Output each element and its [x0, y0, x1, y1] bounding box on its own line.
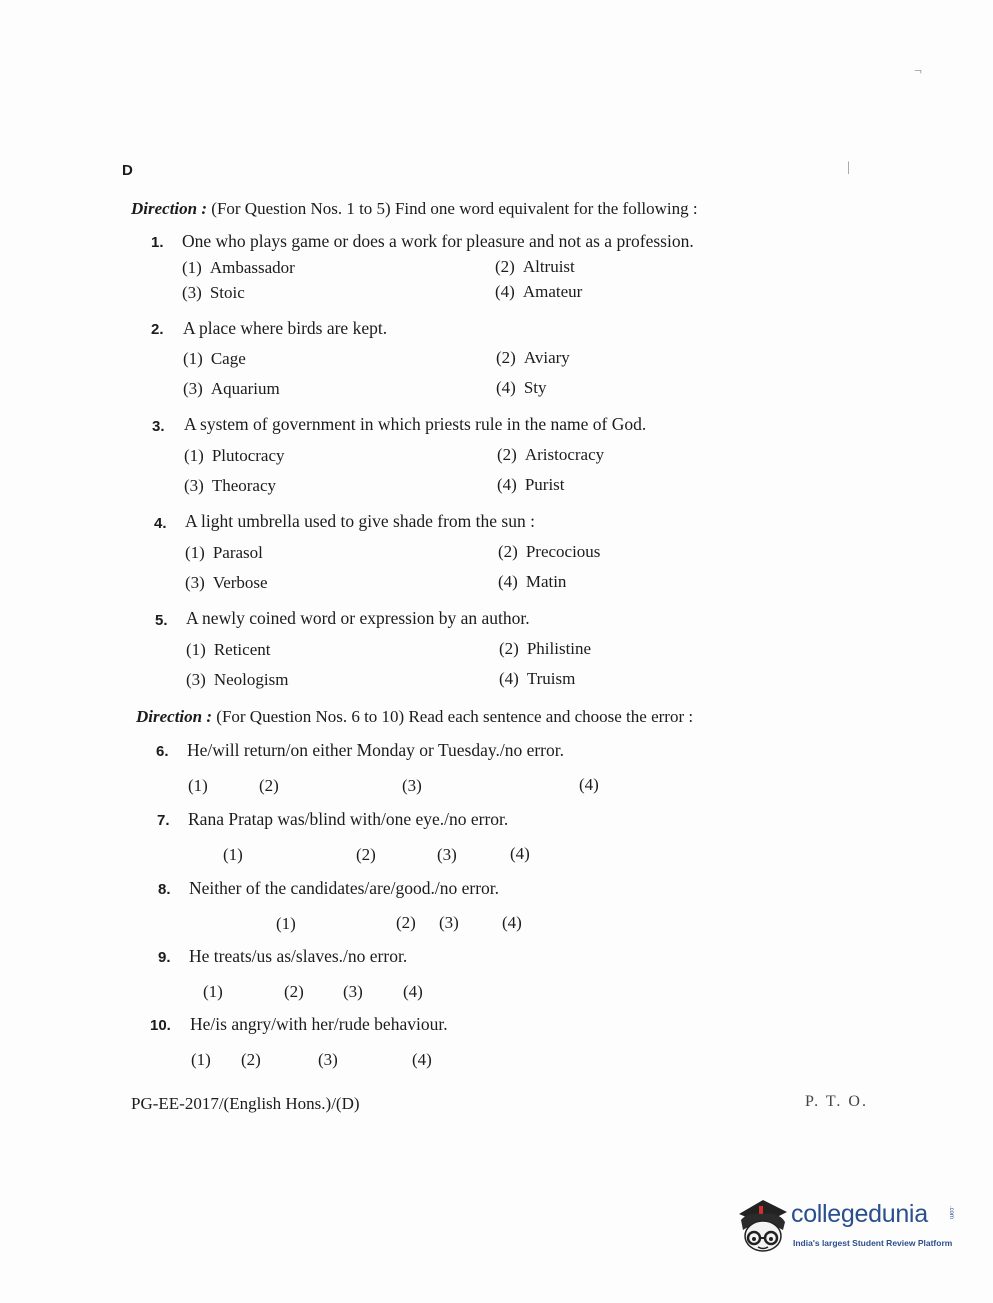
option-3[interactable]: (3) Stoic	[182, 283, 245, 302]
direction-text: (For Question Nos. 6 to 10) Read each sentence and choose the error :	[216, 707, 694, 726]
question-number: 5.	[155, 612, 168, 629]
scan-mark: |	[847, 160, 850, 175]
error-marker-4[interactable]: (4)	[510, 844, 530, 863]
option-2[interactable]: (2) Altruist	[495, 257, 575, 276]
error-marker-1[interactable]: (1)	[188, 776, 208, 795]
error-marker-3[interactable]: (3)	[318, 1050, 338, 1069]
brand-name: collegedunia	[791, 1200, 928, 1228]
error-marker-2[interactable]: (2)	[356, 845, 376, 864]
brand-dotcom: .com	[948, 1206, 954, 1220]
question-text: He/will return/on either Monday or Tuesday./no error.	[187, 740, 564, 760]
error-marker-2[interactable]: (2)	[259, 776, 279, 795]
error-marker-4[interactable]: (4)	[579, 775, 599, 794]
error-marker-2[interactable]: (2)	[241, 1050, 261, 1069]
option-4[interactable]: (4) Sty	[496, 378, 547, 397]
option-4[interactable]: (4) Matin	[498, 572, 567, 591]
collegedunia-logo	[733, 1196, 963, 1256]
option-2[interactable]: (2) Aristocracy	[497, 445, 605, 464]
question-number: 10.	[150, 1017, 171, 1034]
question-number: 7.	[157, 812, 170, 829]
question-text: Rana Pratap was/blind with/one eye./no error.	[188, 809, 509, 829]
question-number: 8.	[158, 881, 171, 898]
error-marker-4[interactable]: (4)	[403, 982, 423, 1001]
option-3[interactable]: (3) Aquarium	[183, 379, 280, 398]
scan-mark: ¬	[914, 64, 922, 79]
error-marker-3[interactable]: (3)	[402, 776, 422, 795]
question-text: A place where birds are kept.	[183, 318, 388, 338]
option-1[interactable]: (1) Ambassador	[182, 258, 295, 277]
question-text: Neither of the candidates/are/good./no error.	[189, 878, 500, 898]
error-marker-4[interactable]: (4)	[412, 1050, 432, 1069]
direction-label: Direction :	[131, 199, 208, 218]
question-number: 6.	[156, 743, 169, 760]
pto-label: P. T. O.	[805, 1093, 868, 1110]
option-1[interactable]: (1) Plutocracy	[184, 446, 285, 465]
direction-1	[131, 199, 698, 219]
option-4[interactable]: (4) Purist	[497, 475, 565, 494]
error-marker-1[interactable]: (1)	[203, 982, 223, 1001]
option-1[interactable]: (1) Cage	[183, 349, 246, 368]
option-1[interactable]: (1) Parasol	[185, 543, 263, 562]
option-2[interactable]: (2) Aviary	[496, 348, 570, 367]
direction-label: Direction :	[136, 707, 213, 726]
option-3[interactable]: (3) Verbose	[185, 573, 268, 592]
series-letter: D	[122, 162, 133, 179]
error-marker-4[interactable]: (4)	[502, 913, 522, 932]
option-3[interactable]: (3) Neologism	[186, 670, 289, 689]
question-text: He treats/us as/slaves./no error.	[189, 946, 408, 966]
option-4[interactable]: (4) Truism	[499, 669, 576, 688]
option-2[interactable]: (2) Philistine	[499, 639, 592, 658]
question-number: 4.	[154, 515, 167, 532]
question-number: 1.	[151, 234, 164, 251]
paper-code: PG-EE-2017/(English Hons.)/(D)	[131, 1094, 360, 1113]
mascot-icon	[733, 1196, 791, 1258]
question-text: One who plays game or does a work for pleasure and not as a profession.	[182, 231, 694, 251]
brand-tagline: India's largest Student Review Platform	[793, 1238, 953, 1248]
option-3[interactable]: (3) Theoracy	[184, 476, 277, 495]
error-marker-3[interactable]: (3)	[343, 982, 363, 1001]
error-marker-1[interactable]: (1)	[223, 845, 243, 864]
question-number: 9.	[158, 949, 171, 966]
question-number: 2.	[151, 321, 164, 338]
error-marker-3[interactable]: (3)	[437, 845, 457, 864]
option-4[interactable]: (4) Amateur	[495, 282, 583, 301]
question-number: 3.	[152, 418, 165, 435]
question-text: A newly coined word or expression by an author.	[186, 608, 530, 628]
question-text: A system of government in which priests rule in the name of God.	[184, 414, 647, 434]
direction-2	[136, 707, 693, 727]
error-marker-1[interactable]: (1)	[191, 1050, 211, 1069]
error-marker-1[interactable]: (1)	[276, 914, 296, 933]
option-1[interactable]: (1) Reticent	[186, 640, 271, 659]
option-2[interactable]: (2) Precocious	[498, 542, 601, 561]
question-text: He/is angry/with her/rude behaviour.	[190, 1014, 448, 1034]
direction-text: (For Question Nos. 1 to 5) Find one word equivalent for the following :	[211, 199, 698, 218]
question-text: A light umbrella used to give shade from the sun :	[185, 511, 535, 531]
error-marker-2[interactable]: (2)	[284, 982, 304, 1001]
error-marker-3[interactable]: (3)	[439, 913, 459, 932]
error-marker-2[interactable]: (2)	[396, 913, 416, 932]
